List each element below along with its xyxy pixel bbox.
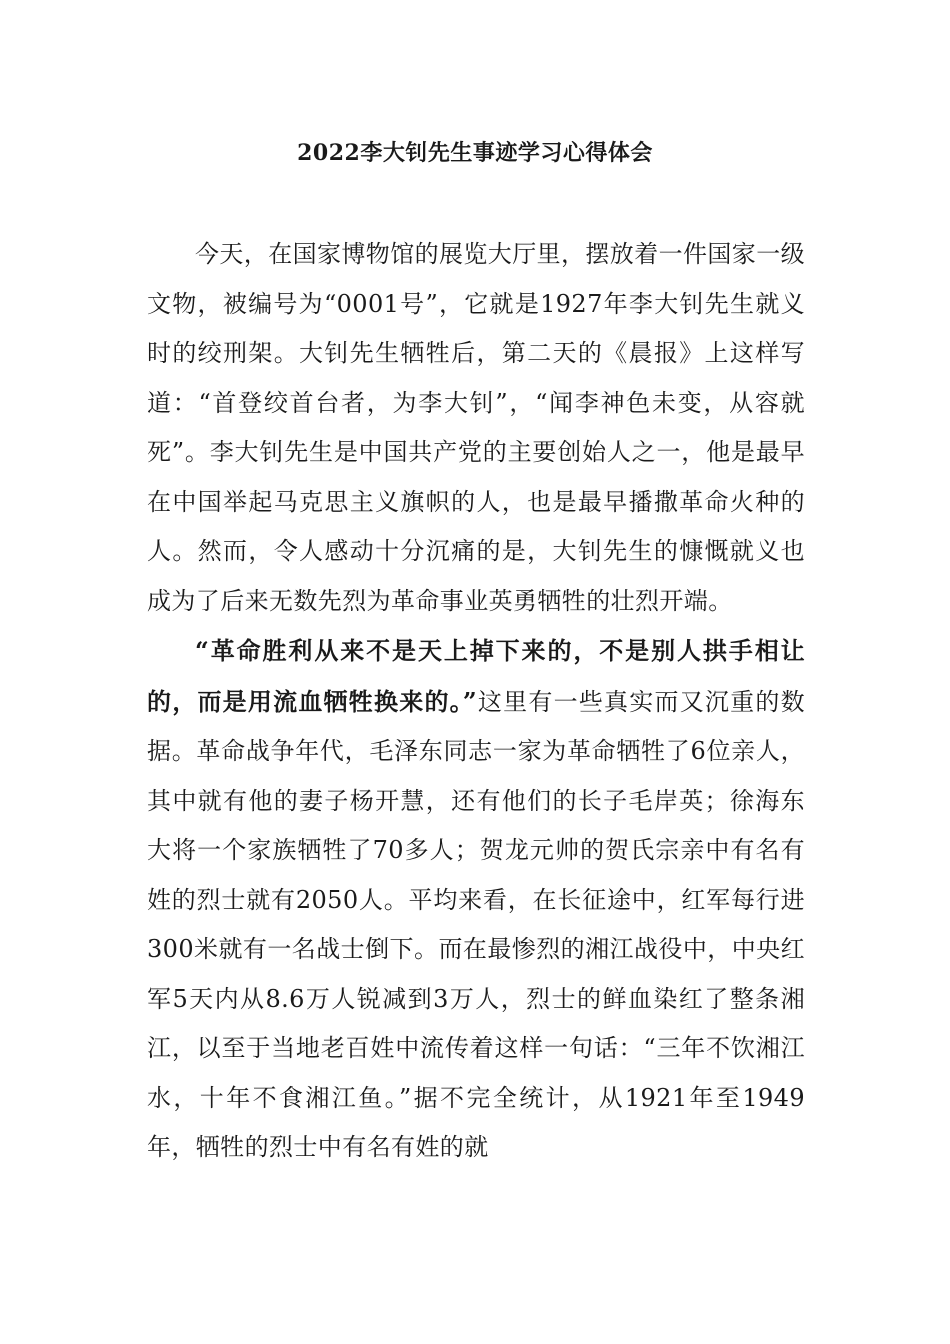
document-body xyxy=(147,230,805,1173)
paragraph-2-text: 这里有一些真实而又沉重的数据。革命战争年代，毛泽东同志一家为革命牺牲了6位亲人，其中就有他的妻子杨开慧，还有他们的长子毛岸英；徐海东大将一个家族牺牲了70多人；贺龙元帅的贺氏宗亲中有名有姓的烈士就有2050人。平均来看，在长征途中，红军每行进300米就有一名战士倒下。而在最惨烈的湘江战役中，中央红军5天内从8.6万人锐减到3万人，烈士的鲜血染红了整条湘江，以至于当地老百姓中流传着这样一句话：“三年不饮湘江水，十年不食湘江鱼。”据不完全统计，从1921年至1949年，牺牲的烈士中有名有姓的就 xyxy=(147,687,806,1161)
paragraph-2-bold-quote: “革命胜利从来不是天上掉下来的，不是别人拱手相让的，而是用流血牺牲换来的。” xyxy=(147,636,805,716)
paragraph-1-text: 今天，在国家博物馆的展览大厅里，摆放着一件国家一级文物，被编号为“0001号”，它就是1927年李大钊先生就义时的绞刑架。大钊先生牺牲后，第二天的《晨报》上这样写道：“首登绞首台者，为李大钊”，“闻李神色未变，从容就死”。李大钊先生是中国共产党的主要创始人之一，他是最早在中国举起马克思主义旗帜的人，也是最早播撒革命火种的人。然而，令人感动十分沉痛的是，大钊先生的慷慨就义也成为了后来无数先烈为革命事业英勇牺牲的壮烈开端。 xyxy=(147,240,805,615)
paragraph-1 xyxy=(147,230,805,626)
document-title: 2022李大钊先生事迹学习心得体会 xyxy=(297,140,653,166)
paragraph-2 xyxy=(147,626,805,1173)
